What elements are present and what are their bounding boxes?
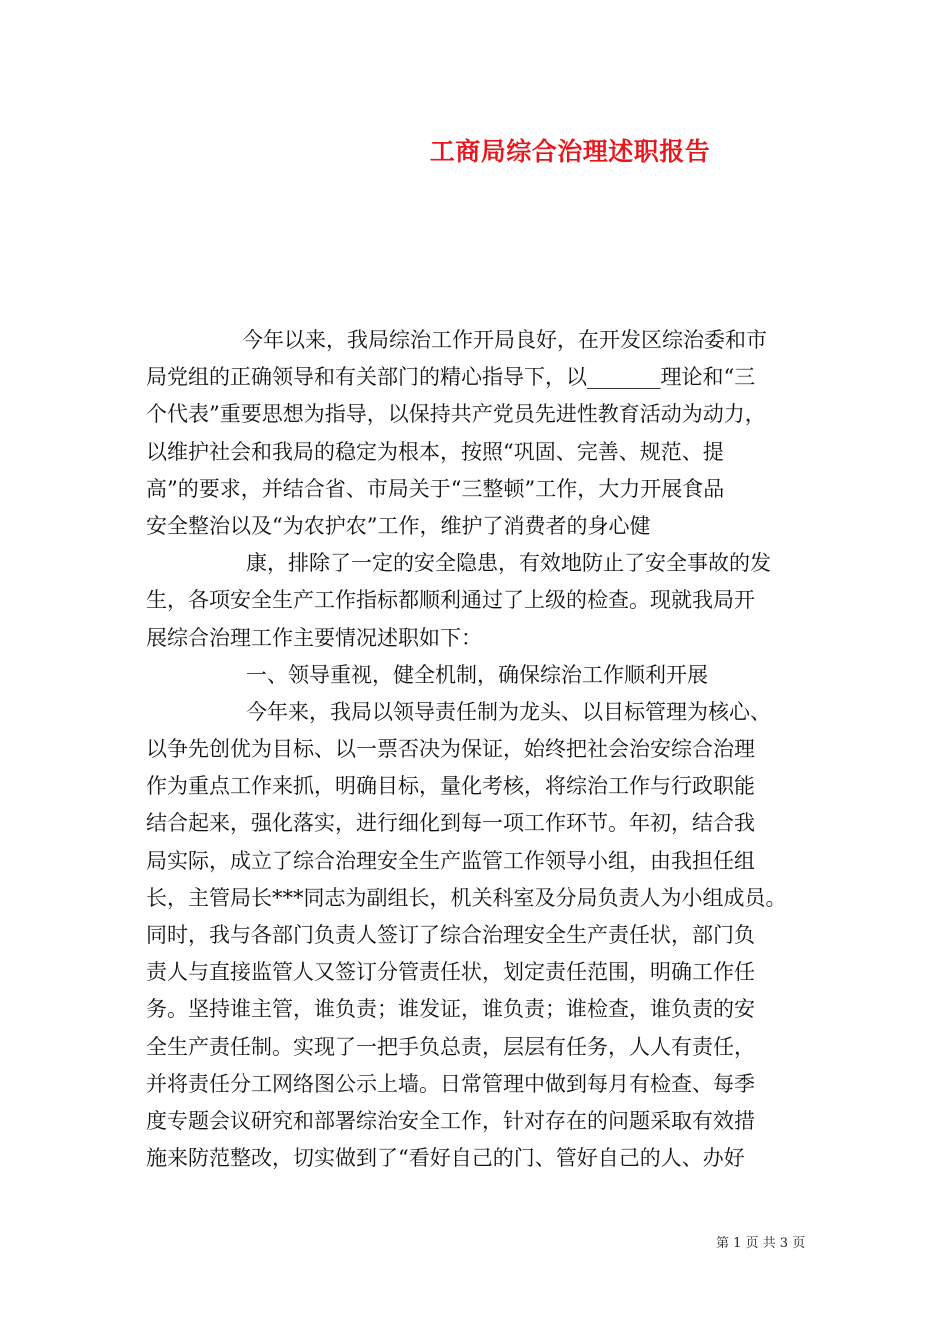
body-line: 全生产责任制。实现了一把手负总责，层层有任务，人人有责任， bbox=[146, 1034, 755, 1059]
body-line: 作为重点工作来抓，明确目标，量化考核，将综治工作与行政职能 bbox=[146, 774, 755, 799]
body-line: 今年以来，我局综治工作开局良好，在开发区综治委和市 bbox=[242, 328, 767, 352]
body-line: 局实际，成立了综合治理安全生产监管工作领导小组，由我担任组 bbox=[146, 848, 755, 873]
body-line: 今年来，我局以领导责任制为龙头、以目标管理为核心、 bbox=[246, 699, 771, 724]
body-line: 局党组的正确领导和有关部门的精心指导下，以_______理论和“三 bbox=[146, 365, 756, 390]
body-line: 安全整治以及“为农护农”工作，维护了消费者的身心健 bbox=[146, 513, 651, 538]
document-title: 工商局综合治理述职报告 bbox=[429, 137, 711, 166]
body-line: 以维护社会和我局的稳定为根本，按照“巩固、完善、规范、提 bbox=[146, 439, 724, 464]
document-body bbox=[146, 322, 826, 1177]
body-line: 高”的要求，并结合省、市局关于“三整顿”工作，大力开展食品 bbox=[146, 476, 725, 501]
body-line: 长，主管局长***同志为副组长，机关科室及分局负责人为小组成员。 bbox=[146, 885, 787, 910]
body-line: 责人与直接监管人又签订分管责任状，划定责任范围，明确工作任 bbox=[146, 960, 755, 985]
page-number-footer: 第 1 页 共 3 页 bbox=[716, 1236, 806, 1251]
body-line: 康，排除了一定的安全隐患，有效地防止了安全事故的发 bbox=[246, 551, 771, 576]
body-line: 个代表”重要思想为指导，以保持共产党员先进性教育活动为动力， bbox=[146, 402, 766, 427]
body-line: 生，各项安全生产工作指标都顺利通过了上级的检查。现就我局开 bbox=[146, 588, 755, 613]
body-line: 展综合治理工作主要情况述职如下： bbox=[146, 625, 482, 650]
body-line: 务。坚持谁主管，谁负责；谁发证，谁负责；谁检查，谁负责的安 bbox=[146, 997, 755, 1022]
body-line: 以争先创优为目标、以一票否决为保证，始终把社会治安综合治理 bbox=[146, 737, 755, 762]
body-line: 施来防范整改，切实做到了“看好自己的门、管好自己的人、办好 bbox=[146, 1146, 745, 1171]
body-line: 度专题会议研究和部署综治安全工作，针对存在的问题采取有效措 bbox=[146, 1108, 755, 1133]
body-line: 并将责任分工网络图公示上墙。日常管理中做到每月有检查、每季 bbox=[146, 1071, 755, 1096]
body-line: 同时，我与各部门负责人签订了综合治理安全生产责任状，部门负 bbox=[146, 923, 755, 947]
body-line: 一、领导重视，健全机制，确保综治工作顺利开展 bbox=[246, 662, 708, 687]
body-line: 结合起来，强化落实，进行细化到每一项工作环节。年初，结合我 bbox=[146, 811, 755, 836]
